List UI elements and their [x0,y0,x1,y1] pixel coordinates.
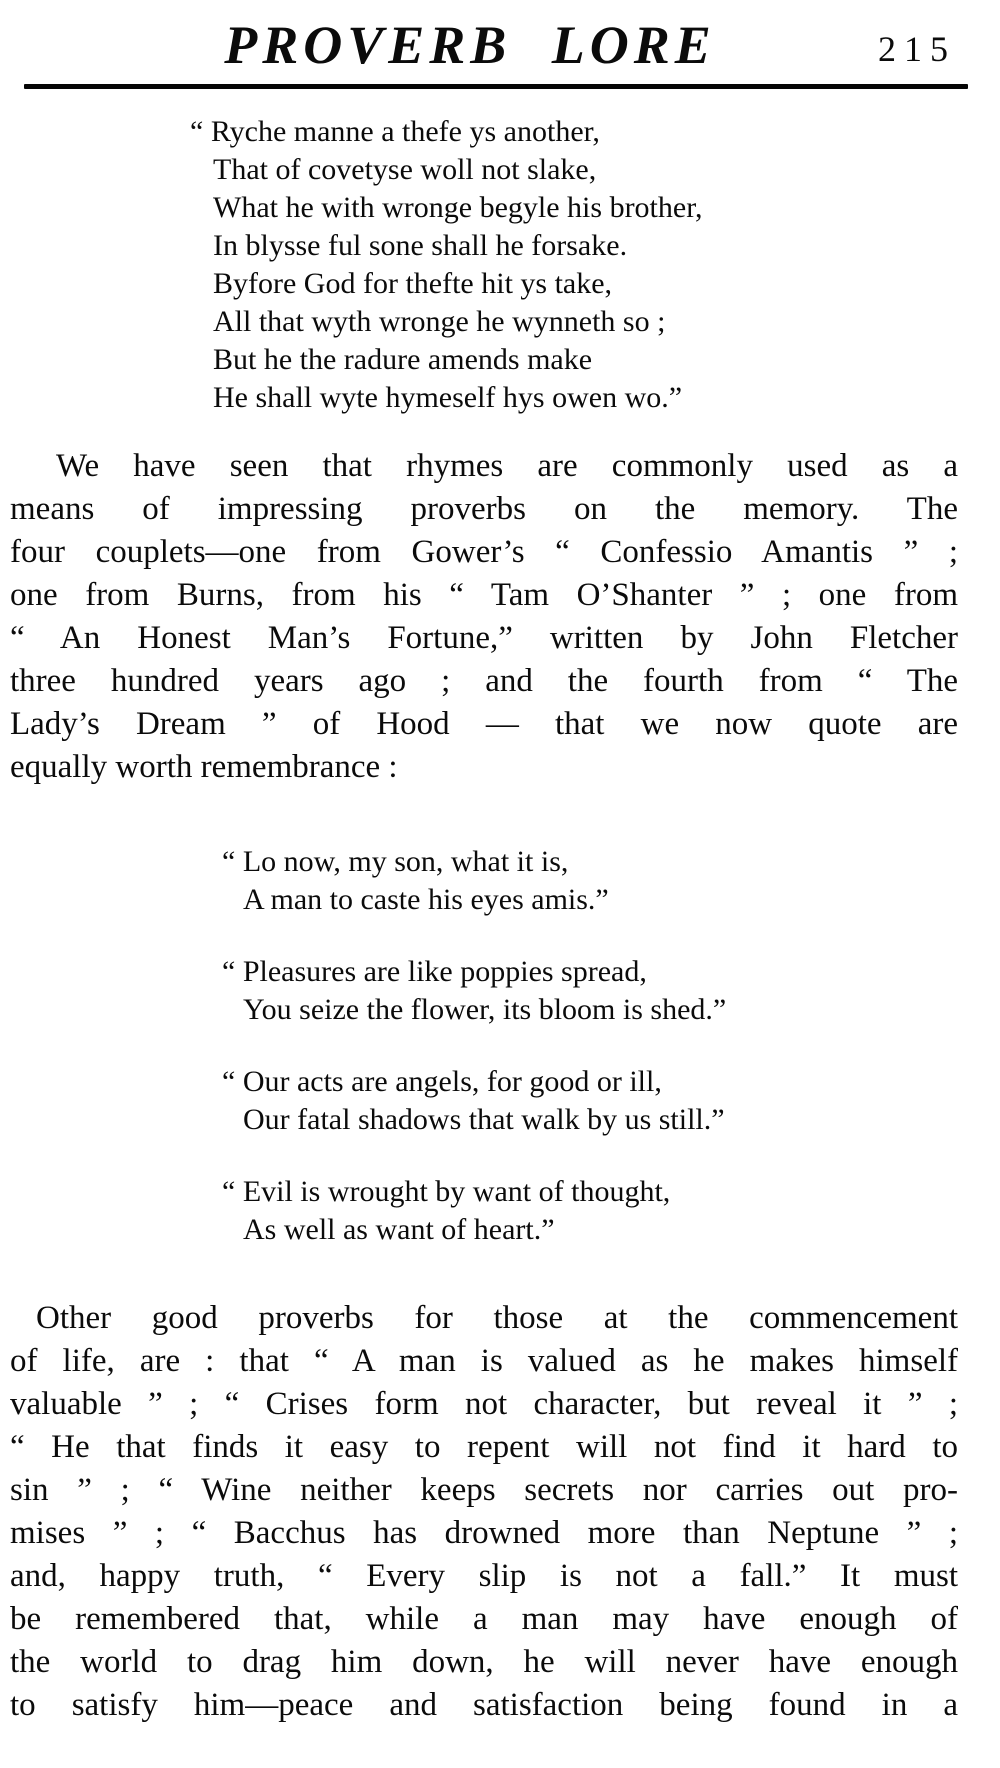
paragraph-line: four couplets—one from Gower’s “ Confessio Amantis ” ; [10,534,958,570]
paragraph-line: Other good proverbs for those at the commencement [36,1300,958,1336]
poem-line: All that wyth wronge he wynneth so ; [213,305,666,338]
quoted-couplets [222,843,958,1249]
couplet-line: “ Lo now, my son, what it is, [222,845,569,878]
poem-line: What he with wronge begyle his brother, [213,191,703,224]
couplet [222,1063,958,1139]
couplet-line: “ Pleasures are like poppies spread, [222,955,647,988]
opening-poem [10,113,958,417]
paragraph [10,1297,958,1727]
paragraph-line: one from Burns, from his “ Tam O’Shanter ” ; one from [10,577,958,613]
header-rule [24,84,968,89]
paragraph-line: of life, are : that “ A man is valued as he makes himself [10,1343,958,1379]
paragraph-line: to satisfy him—peace and satisfaction being found in a [10,1687,958,1723]
poem-line: Byfore God for thefte hit ys take, [213,267,613,300]
paragraph-line: equally worth remembrance : [10,749,398,785]
paragraph-line: be remembered that, while a man may have enough of [10,1601,958,1637]
poem-line: “ Ryche manne a thefe ys another, [190,115,600,148]
couplet [222,843,958,919]
couplet [222,1173,958,1249]
paragraph-line: We have seen that rhymes are commonly used as a [56,448,958,484]
paragraph [10,445,958,789]
paragraph-line: three hundred years ago ; and the fourth from “ The [10,663,958,699]
paragraph-line: “ He that finds it easy to repent will not find it hard to [10,1429,958,1465]
couplet-line: “ Our acts are angels, for good or ill, [222,1065,662,1098]
page-number: 215 [878,29,956,69]
paragraph-line: means of impressing proverbs on the memory. The [10,491,958,527]
poem-line: In blysse ful sone shall he forsake. [213,229,628,262]
couplet-line: “ Evil is wrought by want of thought, [222,1175,671,1208]
paragraph-line: and, happy truth, “ Every slip is not a fall.” It must [10,1558,958,1594]
couplet [222,953,958,1029]
couplet-line: You seize the flower, its bloom is shed.” [243,993,727,1026]
paragraph-line: valuable ” ; “ Crises form not character, but reveal it ” ; [10,1386,958,1422]
couplet-line: Our fatal shadows that walk by us still.” [243,1103,725,1136]
couplet-line: As well as want of heart.” [243,1213,555,1246]
paragraph-line: Lady’s Dream ” of Hood — that we now quote are [10,706,958,742]
poem-line: That of covetyse woll not slake, [213,153,597,186]
paragraph-line: “ An Honest Man’s Fortune,” written by John Fletcher [10,620,958,656]
poem-line: He shall wyte hymeself hys owen wo.” [213,381,683,414]
paragraph-line: the world to drag him down, he will never have enough [10,1644,958,1680]
paragraph-line: mises ” ; “ Bacchus has drowned more than Neptune ” ; [10,1515,958,1551]
page-content [0,113,1000,1727]
page-header [0,0,1000,75]
couplet-line: A man to caste his eyes amis.” [243,883,609,916]
page-title: PROVERB LORE [224,15,716,75]
paragraph-line: sin ” ; “ Wine neither keeps secrets nor carries out pro- [10,1472,958,1508]
poem-line: But he the radure amends make [213,343,593,376]
